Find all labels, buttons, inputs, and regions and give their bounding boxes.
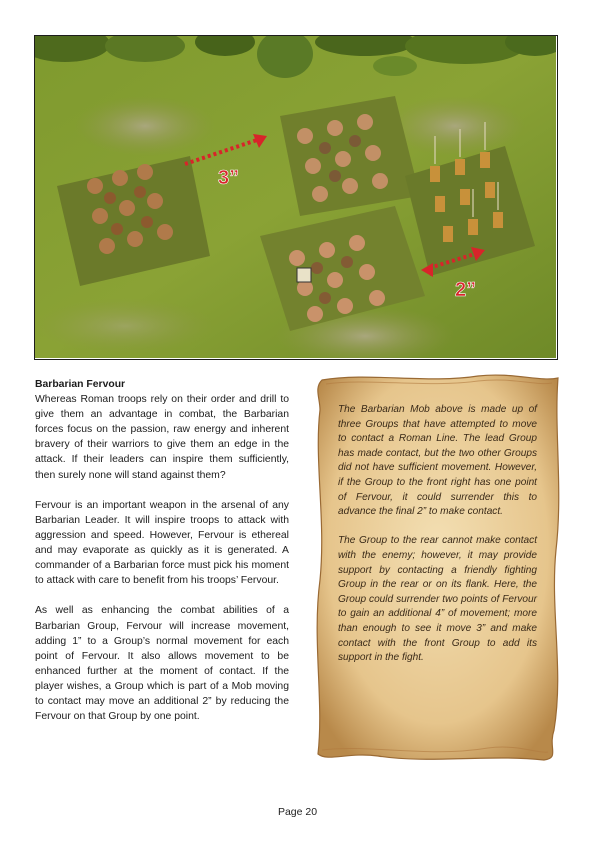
article-paragraph-1: Whereas Roman troops rely on their order and drill to give them an advantage in combat, the Barbarian forces focus on the passion, raw energy and inherent bravery of their warriors to give them an edge in the attack. If their leaders can inspire them sufficiently, then surely none will stand against them? [35,394,289,481]
sidebar-paragraph-2: The Group to the rear cannot make contact with the enemy; however, it may provide support by contacting a friendly fighting Group in the rear or on its flank. Here, the Group could surrender two points of Fervour to gain an additional 4” of movement; more than enough to see it move 3” and make contact with the front Group to add its support in the fight. [338,535,537,664]
distance-label-3: 3” [218,167,240,189]
article-paragraph-3: As well as enhancing the combat abilities of a Barbarian Group, Fervour will increase movement, adding 1” to a Group’s normal movement for each point of Fervour. It also allows movement to be enhanced further at the moment of contact. If the player wishes, a Group which is part of a Mob moving to contact may move an additional 2” by reducing the Fervour on that Group by one point. [35,605,289,723]
parchment-sidebar [308,370,568,765]
page-number: Page 20 [277,806,318,818]
battle-photo [34,35,558,360]
article-body [35,377,289,724]
article-paragraph-2: Fervour is an important weapon in the arsenal of any Barbarian Leader. It will inspire troops to attack with aggression and speed. However, Fervour is ethereal and may evaporate as quickly as it is generated. A commander of a Barbarian force must pick his moment to attack with care to benefit from his troops’ Fervour. [35,499,289,587]
sidebar-paragraph-1: The Barbarian Mob above is made up of three Groups that have attempted to move to contact a Roman Line. The lead Group has made contact, but the two other Groups did not have sufficient movement. However, if the Group to the front right has one point of Fervour, it could surrender this to advance the final 2” to make contact. [338,404,537,518]
miniatures-scene [35,36,556,358]
section-heading: Barbarian Fervour [35,379,126,390]
barbarian-group-lead [280,96,420,216]
distance-label-2: 2” [455,279,477,301]
sidebar-text [338,403,537,680]
